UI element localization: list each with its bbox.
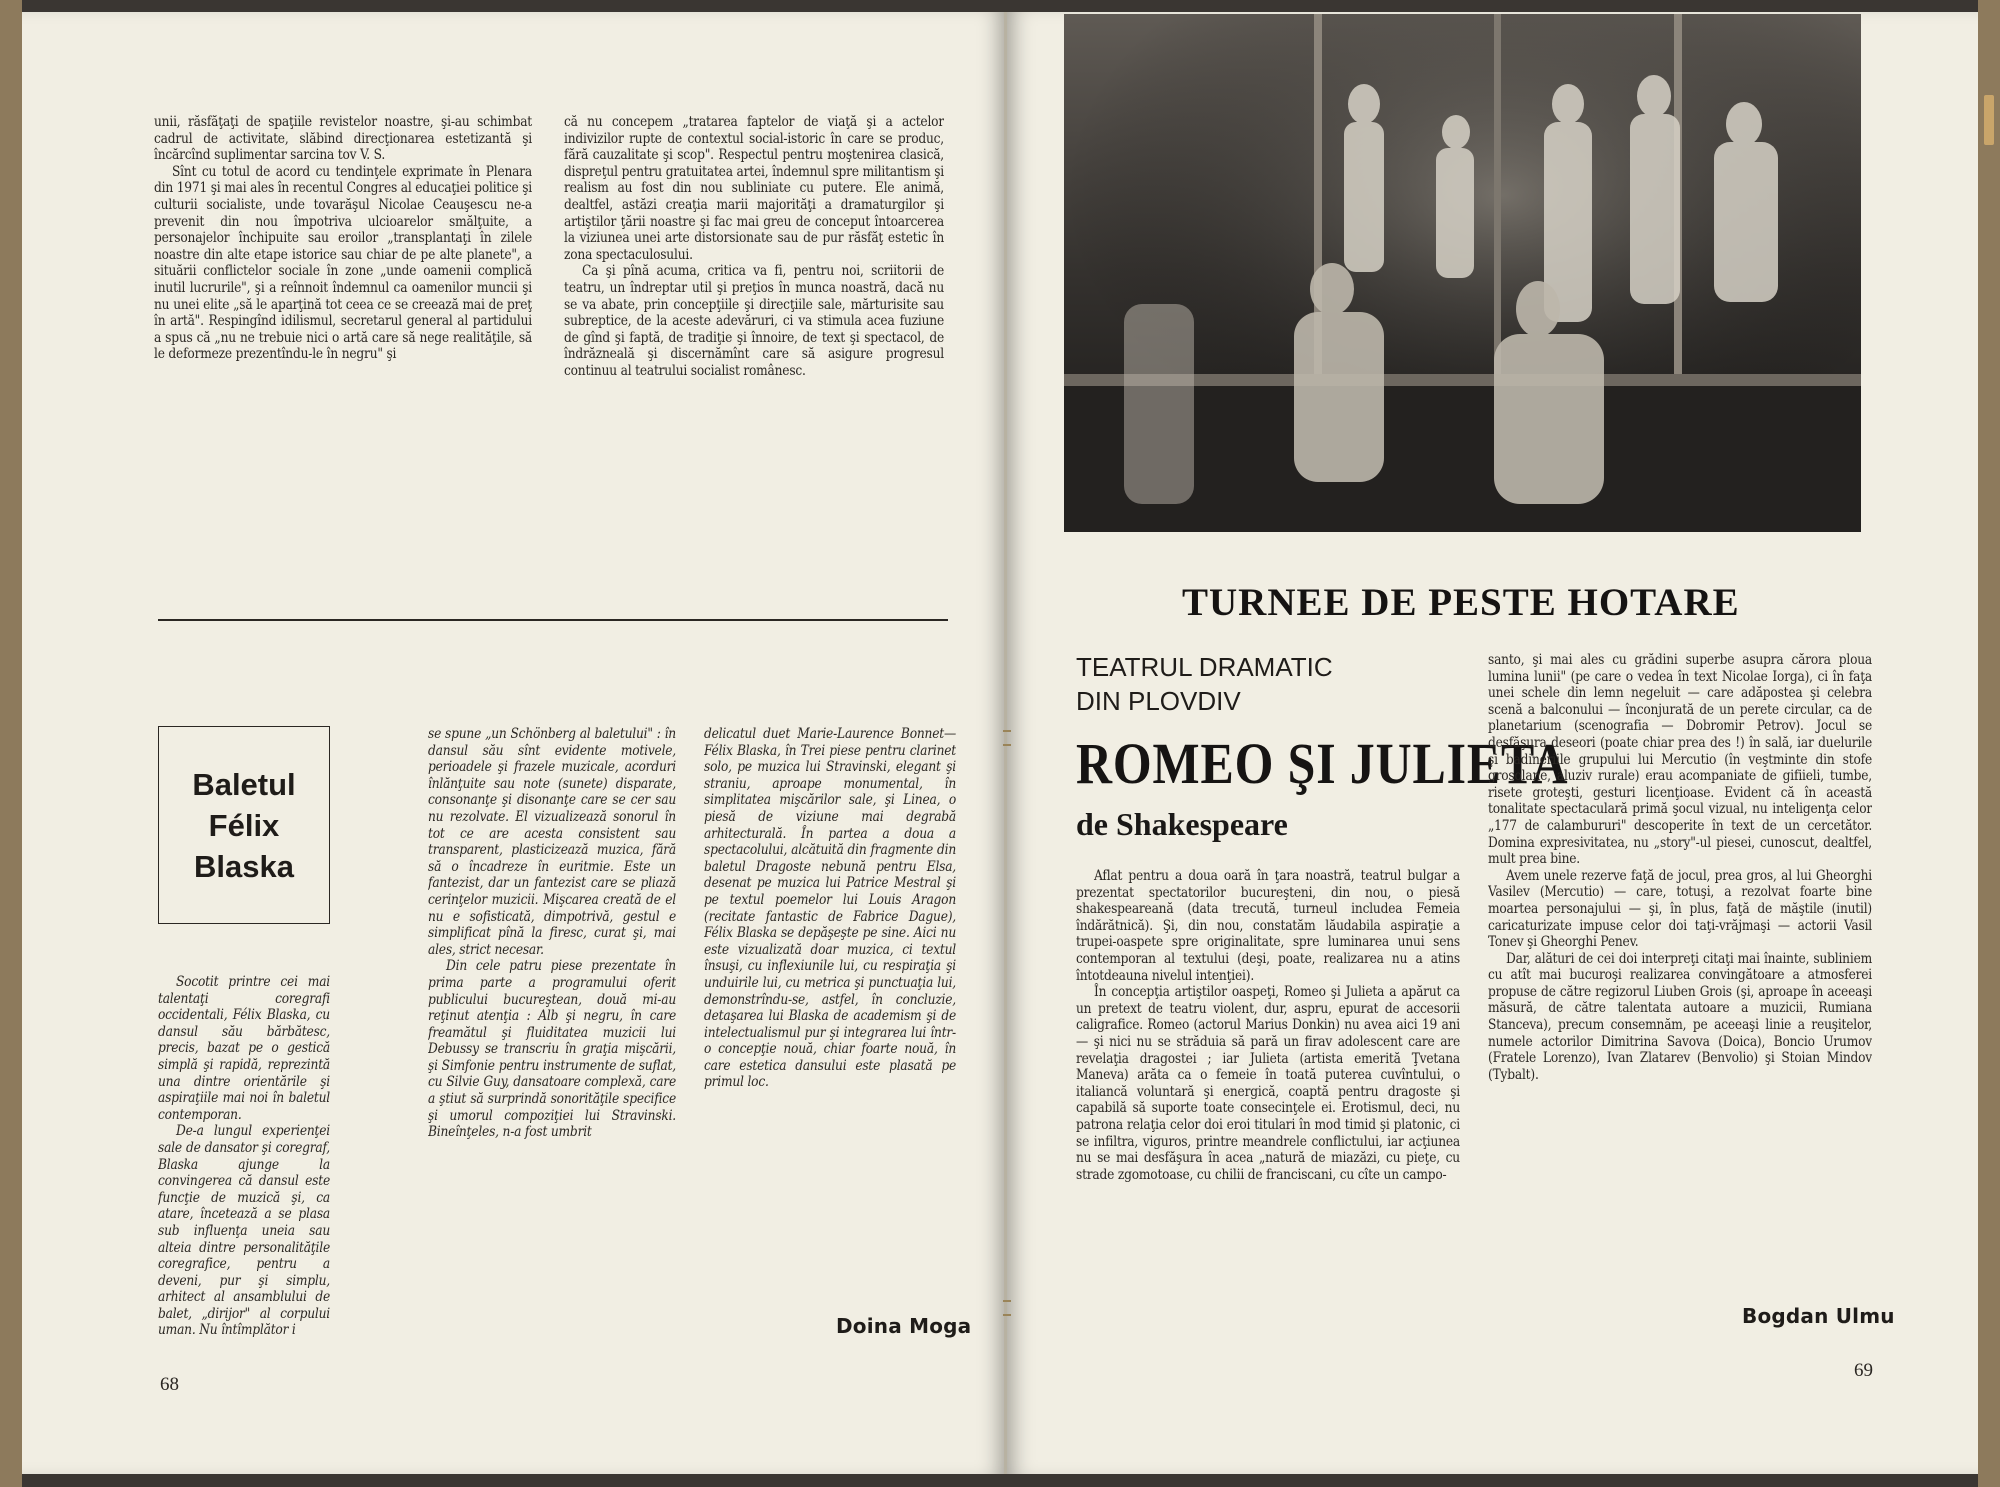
review-col1-paragraph: În concepţia artiştilor oaspeţi, Romeo şi Julieta a apărut ca un pretext de teatru violent, dur, aspru, epurat de accesorii caligrafice. Romeo (actorul Marius Donkin) nu avea aici 19 ani — şi nici nu se străduia să pară un firav adolescent care are revelaţia dragostei ; iar Julieta (artista emerită Ţvetana Maneva) arăta ca o femeie în toată puterea cuvîntului, o italiancă voluntară şi energică, coaptă pentru dragoste şi capabilă să suporte toate consecinţele ei. Erotismul, deci, nu patrona relaţia celor doi eroi titulari în mod timid şi platonic, ci se infiltra, viguros, printre meandrele conflictului, iar acţiunea nu se mai desfăşura în acea „natură de miazăzi, cu pieţe, cu strade zgomotoase, cu chilii de franciscani, cu cîte un campo-	[1076, 984, 1460, 1183]
essay-col2-paragraph: că nu concepem „tratarea faptelor de viaţă şi a actelor indivizilor rupte de contextul social-istoric în care se produc, fără cauzalitate şi scop". Respectul pentru moştenirea clasică, dispreţul pentru gratuitatea artei, îndemnul spre militantism şi realism au fost din nou subliniate cu putere. Ele animă, dealtfel, astăzi creaţia marii majorităţi a dramaturgilor şi artiştilor ţării noastre şi fac mai greu de conceput întoarcerea la viziunea unei arte distorsionate sau de pur răsfăţ estetic în zona spectaculosului.	[564, 114, 944, 263]
theatre-production-photo	[1064, 14, 1861, 532]
essay-col2-paragraph: Ca şi pînă acuma, critica va fi, pentru noi, scriitorii de teatru, un îndreptar util şi preţios în munca noastră, dacă nu se va abate, prin concepţiile şi direcţiile sale, mărturisite sau subreptice, de la aceste adevăruri, ci va stimula acea fuziune de gînd şi faptă, de tradiţie şi înnoire, de text şi spectacol, de îndrăzneală şi discernămînt care să asigure progresul continuu al teatrului socialist românesc.	[564, 263, 944, 379]
theatre-name-line: TEATRUL DRAMATIC	[1076, 652, 1333, 682]
review-signature: Bogdan Ulmu	[1742, 1304, 1895, 1328]
review-column-1	[1076, 868, 1460, 1334]
ballet-col1-paragraph: Socotit printre cei mai talentaţi coregrafi occidentali, Félix Blaska, cu dansul său bărbătesc, precis, bazat pe o gestică simplă şi rapidă, reprezintă una dintre orientările şi aspiraţiile mai noi în baletul contemporan.	[158, 974, 330, 1123]
ballet-col3-paragraph: delicatul duet Marie-Laurence Bonnet—Félix Blaska, în Trei piese pentru clarinet solo, pe muzica lui Stravinski, elegant şi straniu, aproape monumental, în simplitatea mişcărilor sale, şi Linea, o piesă de viziune mai degrabă arhitecturală. În partea a doua a spectacolului, alcătuită din fragmente din baletul Dragoste nebună pentru Elsa, desenat pe muzica lui Patrice Mestral şi pe textul poemelor lui Louis Aragon (recitate fantastic de Fabrice Dague), Félix Blaska se depăşeşte pe sine. Aici nu este vizualizată doar muzica, ci textul însuşi, cu inflexiunile lui, cu respiraţia şi unduirile lui, cu metrica şi punctuaţia lui, demonstrîndu-se, astfel, în concluzie, detaşarea lui Blaska de academism şi de intelectualismul pur şi integrarea lui într-o concepţie nouă, chiar foarte nouă, în care estetica dansului este plasată pe primul loc.	[704, 726, 956, 1091]
ballet-title-line: Félix	[208, 807, 280, 843]
ballet-column-2	[428, 726, 676, 1348]
play-title: ROMEO ŞI JULIETA	[1076, 731, 1569, 796]
ballet-col2-paragraph: Din cele patru piese prezentate în prima parte a programului oferit publicului bucureştean, două mi-au reţinut atenţia : Alb şi negru, în care freamătul şi fluiditatea muzicii lui Debussy se transcriu în graţia mişcării, şi Simfonie pentru instrumente de suflat, cu Silvie Guy, dansatoare complexă, care a ştiut să surprindă sonorităţile specifice şi umorul compoziţiei lui Stravinski. Bineînţeles, n-a fost umbrit	[428, 958, 676, 1141]
ballet-column-3	[704, 726, 956, 1308]
review-col2-paragraph: Avem unele rezerve faţă de jocul, prea gros, al lui Gheorghi Vasilev (Mercutio) — care, totuşi, a rezolvat foarte bine moartea personajului — şi, în plus, faţă de măştile (inutil) caricaturizate impuse celor doi taţi-vrăjmaşi — actorii Vasil Tonev şi Gheorghi Penev.	[1488, 867, 1872, 951]
essay-column-1	[154, 114, 532, 520]
review-col2-paragraph: Dar, alături de cei doi interpreţi citaţi mai înainte, subliniem cu atît mai bucuroşi realizarea convingătoare a atmosferei propuse de către regizorul Liuben Grois (şi, aproape în aceeaşi măsură, de către talentata autoare a muzicii, Rumiana Stanceva), precum consemnăm, pe aceeaşi linie a reuşitelor, numele actorilor Dimitrina Savova (Doica), Boncio Urumov (Fratele Lorenzo), Ivan Zlatarev (Benvolio) şi Stoian Mindov (Tybalt).	[1488, 950, 1872, 1083]
stage-scene-illustration	[1064, 14, 1861, 532]
page-tab-marker	[1984, 95, 1994, 145]
essay-column-2	[564, 114, 944, 520]
ballet-signature: Doina Moga	[836, 1314, 972, 1338]
review-col1-paragraph: Aflat pentru a doua oară în ţara noastră, teatrul bulgar a prezentat spectatorilor bucureşteni, din nou, o piesă shakespeareană (data trecută, turneul includea Femeia îndărătnică). Şi, din nou, constatăm lăudabila aspiraţie a trupei-oaspete spre originalitate, spre luminarea unui sens contemporan al textului (deşi, poate, realizarea nu a atins întotdeauna nivelul intenţiei).	[1076, 868, 1460, 984]
right-book-edge	[1978, 0, 2000, 1487]
section-headline: TURNEE DE PESTE HOTARE	[1182, 581, 1740, 624]
page-number-right: 69	[1854, 1360, 1873, 1381]
theatre-name	[1076, 650, 1333, 718]
ballet-column-1	[158, 974, 330, 1348]
ballet-title-line: Baletul	[192, 766, 296, 802]
theatre-name-line: DIN PLOVDIV	[1076, 686, 1241, 716]
review-column-2	[1488, 652, 1872, 1294]
ballet-col2-paragraph: se spune „un Schönberg al baletului" : în dansul său sînt evidente motivele, perioadele şi frazele muzicale, acorduri înlănţuite sau note (sunete) disparate, consonanţe şi disonanţe care se cer sau nu rezolvate. El vizualizează sonorul în tot ce are acesta consistent sau transparent, plasticizează muzica, fără să o încadreze în euritmie. Este un fantezist, dar un fantezist care se pliază cerinţelor muzicii. Mişcarea creată de el nu e sofisticată, dimpotrivă, gestul e simplificat pînă la firesc, curat şi, mai ales, strict necesar.	[428, 726, 676, 958]
essay-col1-paragraph: Sînt cu totul de acord cu tendinţele exprimate în Plenara din 1971 şi mai ales în recentul Congres al educaţiei politice şi culturii socialiste, unde tovarăşul Nicolae Ceauşescu ne-a prevenit din nou împotriva ulcioarelor smălţuite, a personajelor închipuite sau eroilor „transplantaţi în zilele noastre din alte etape istorice sau chiar de pe alte planete", a situării conflictelor sociale în zone „unde oamenii complică inutil lucrurile", şi a reînnoit îndemnul ca oamenilor muncii şi nu unei elite „să le aparţină tot ceea ce se creează mai de preţ în artă". Respingînd idilismul, secretarul general al partidului a spus că „nu ne trebuie nici o artă care să nege realităţile, să le deformeze prezentîndu-le în negru" şi	[154, 163, 532, 363]
section-divider	[158, 619, 948, 621]
essay-col1-paragraph: unii, răsfăţaţi de spaţiile revistelor noastre, şi-au schimbat cadrul de activitate, slăbind direcţionarea estetizantă şi încărcînd suplimentar sarcina tov V. S.	[154, 114, 532, 164]
binding-stitch	[1003, 730, 1011, 746]
ballet-col1-paragraph: De-a lungul experienţei sale de dansator şi coregraf, Blaska ajunge la convingerea că dansul este funcţie de muzică şi, ca atare, încetează a se plasa sub influenţa uneia sau alteia dintre personalităţile coregrafice, pentru a deveni, pur şi simplu, arhitect al ansamblului de balet, „dirijor" al corpului uman. Nu întîmplător i	[158, 1123, 330, 1339]
binding-stitch	[1003, 1300, 1011, 1316]
page-number-left: 68	[160, 1374, 179, 1395]
ballet-title-line: Blaska	[194, 848, 294, 884]
review-col2-paragraph: santo, şi mai ales cu grădini superbe asupra cărora ploua lumina lunii" (pe care o vedea în text Nicolae Iorga), ci în faţa unei schele din lemn negeluit — care adăpostea şi celebra scenă a balconului — înconjurată de un perete circular, ca de planetarium (scenografia — Dobromir Petrov). Jocul se desfăşura deseori (poate chiar prea des !) în sală, iar duelurile şi badineriile grupului lui Mercutio (în veştminte din stofe grosolane, aluziv rurale) erau acompaniate de gifiieli, tumbe, risete groteşti, gesturi licenţioase. Evident că în această tonalitate spectaculară primă şocul vizual, nu inteligenţa celor „177 de calambururi" descoperite în text de un cercetător. Domina expresivitatea, nu „story"-ul piesei, cunoscut, dealtfel, mult prea bine.	[1488, 652, 1872, 868]
left-book-edge	[0, 0, 22, 1487]
ballet-title-box	[158, 726, 330, 924]
play-author: de Shakespeare	[1076, 806, 1288, 842]
